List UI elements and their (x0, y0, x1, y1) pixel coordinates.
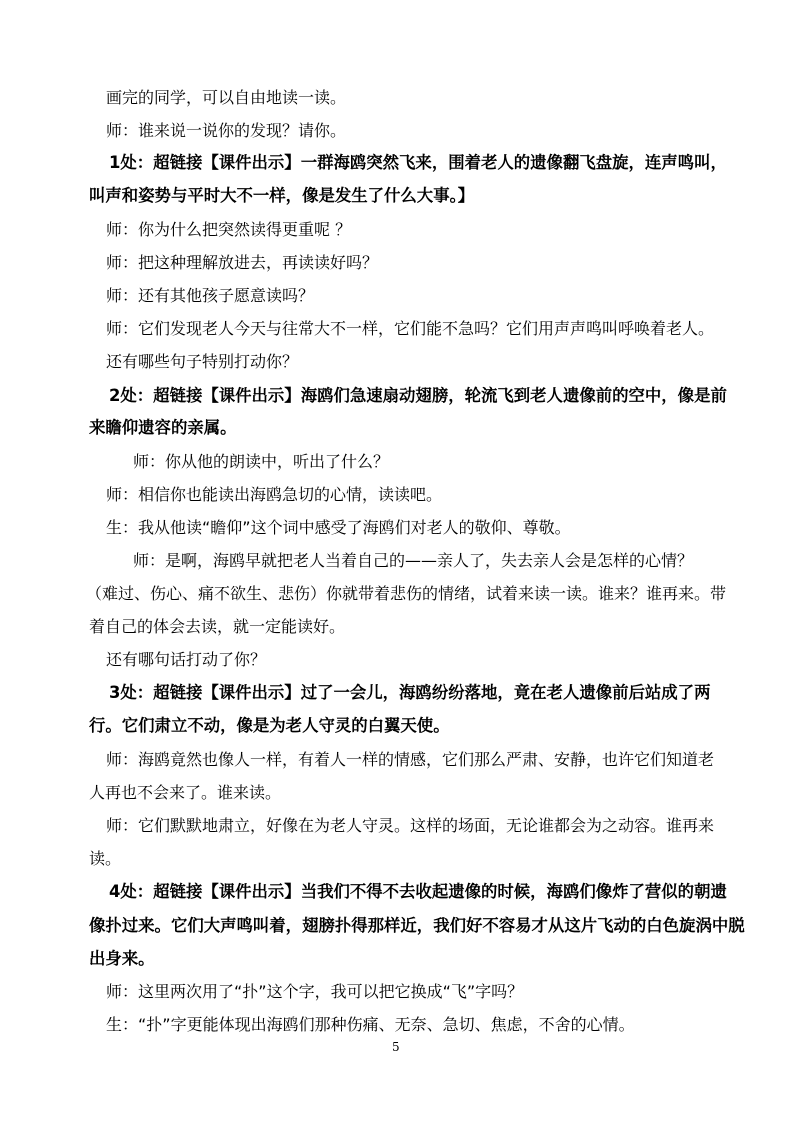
hyperlink-section-4-line: 4处：超链接【课件出示】当我们不得不去收起遗像的时候，海鸥们像炸了营似的朝遗 (109, 882, 727, 901)
text-line: 人再也不会来了。谁来读。 (89, 783, 282, 802)
text-line: 师：还有其他孩子愿意读吗？ (106, 286, 315, 305)
hyperlink-section-1-line: 1处：超链接【课件出示】一群海鸥突然飞来，围着老人的遗像翻飞盘旋，连声鸣叫， (109, 153, 727, 172)
text-line: 画完的同学，可以自由地读一读。 (106, 88, 347, 107)
text-line: 师：这里两次用了“扑”这个字，我可以把它换成“飞”字吗？ (106, 982, 524, 1001)
text-line: 还有哪些句子特别打动你？ (106, 352, 299, 371)
hyperlink-section-2-line: 2处：超链接【课件出示】海鸥们急速扇动翅膀，轮流飞到老人遗像前的空中，像是前 (109, 386, 727, 405)
text-line: 生：“扑”字更能体现出海鸥们那种伤痛、无奈、急切、焦虑，不舍的心情。 (106, 1015, 635, 1034)
text-line: 师：是啊，海鸥早就把老人当着自己的——亲人了，失去亲人会是怎样的心情？ (133, 551, 694, 570)
text-line: 师：谁来说一说你的发现？请你。 (106, 121, 347, 140)
text-line: 生：我从他读“瞻仰”这个词中感受了海鸥们对老人的敬仰、尊敬。 (106, 518, 571, 537)
text-line: 师：你为什么把突然读得更重呢 ？ (106, 220, 352, 239)
text-line: 师：它们发现老人今天与往常大不一样，它们能不急吗？它们用声声鸣叫呼唤着老人。 (106, 319, 715, 338)
page-number: 5 (392, 1040, 400, 1054)
text-line: 师：相信你也能读出海鸥急切的心情，读读吧。 (106, 485, 443, 504)
text-line: 着自己的体会去读，就一定能读好。 (89, 617, 346, 636)
text-line: （难过、伤心、痛不欲生、悲伤）你就带着悲伤的情绪，试着来读一读。谁来？谁再来。带 (86, 584, 727, 603)
text-line: 师：把这种理解放进去，再读读好吗？ (106, 253, 379, 272)
text-line: 还有哪句话打动了你？ (106, 650, 267, 669)
text-line: 师：海鸥竟然也像人一样，有着人一样的情感，它们那么严肃、安静，也许它们知道老 (106, 750, 715, 769)
hyperlink-section-4-line: 出身来。 (89, 949, 155, 968)
hyperlink-section-2-line: 来瞻仰遗容的亲属。 (89, 418, 237, 437)
hyperlink-section-4-line: 像扑过来。它们大声鸣叫着，翅膀扑得那样近，我们好不容易才从这片飞动的白色旋涡中脱 (89, 916, 745, 935)
hyperlink-section-3-line: 3处：超链接【课件出示】过了一会儿，海鸥纷纷落地，竟在老人遗像前后站成了两 (109, 683, 711, 702)
hyperlink-section-1-line: 叫声和姿势与平时大不一样，像是发生了什么大事。】 (89, 186, 475, 205)
text-line: 师：它们默默地肃立，好像在为老人守灵。这样的场面，无论谁都会为之动容。谁再来 (106, 816, 715, 835)
text-line: 师：你从他的朗读中，听出了什么？ (133, 452, 390, 471)
text-line: 读。 (89, 849, 122, 868)
hyperlink-section-3-line: 行。它们肃立不动，像是为老人守灵的白翼天使。 (89, 716, 450, 735)
